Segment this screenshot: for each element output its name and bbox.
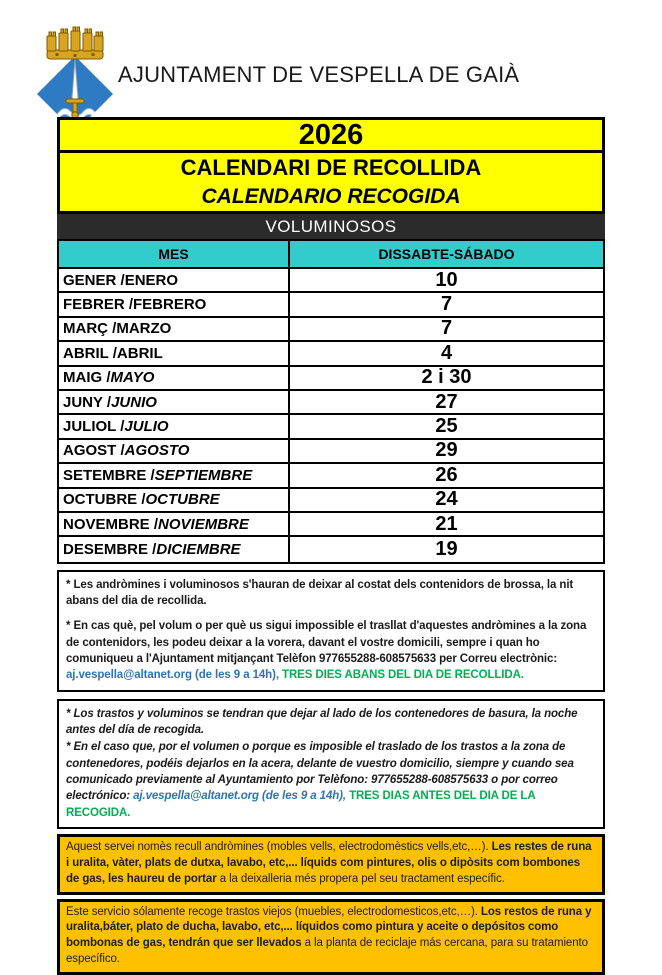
month-name-catalan: OCTUBRE / [63,491,146,509]
month-name-catalan: ABRIL / [63,344,117,362]
month-name-spanish: JUNIO [111,393,157,411]
table-row [59,269,603,293]
month-name-catalan: GENER / [63,271,125,289]
table-row [59,342,603,366]
month-name-spanish: NOVIEMBRE [158,515,249,533]
text-segment: Los restos de runa y uralita,báter, plato de ducha, lavabo, etc,... líquidos como pintura y aceite o depósitos como bombonas de gas, tendrán que ser llevados [66,905,592,950]
table-row [59,415,603,439]
calendar-document [57,117,605,975]
collection-date-cell: 2 i 30 [421,366,472,389]
month-name-spanish: ABRIL [116,344,163,362]
table-row [59,489,603,513]
month-cell [59,293,290,315]
email-link[interactable]: aj.vespella@altanet.org (de les 9 a 14h), [133,790,350,803]
month-cell [59,415,290,437]
table-row [59,391,603,415]
text-segment: a la planta de reciclaje más cercana, para su tratamiento específico. [66,937,588,966]
month-cell [59,367,290,389]
month-cell [59,391,290,413]
text-segment: TRES DIAS ANTES DEL DIA DE LA RECOGIDA. [66,790,536,819]
section-bar-voluminosos: VOLUMINOSOS [57,214,605,239]
table-row [59,293,603,317]
text-segment: Este servicio sólamente recoge trastos viejos (muebles, electrodomesticos,etc,…). [66,905,481,918]
crown-icon [47,27,103,59]
month-name-spanish: ENERO [124,271,179,289]
text-segment: * En el caso que, por el volumen o porque es imposible el traslado de los trastos a la zona de contenedores, podéis dejarlos en la acera, delante de vuestro domicilio, siempre y cuando sea comunicado previamente al Ayuntamiento por Telèfono: 977655288-608575633 o por correo electrónico: [66,741,574,803]
note-paragraph: * Los trastos y voluminos se tendran que dejar al lado de los contenedores de basura, la noche antes del día de recogida. [66,707,578,736]
table-header-row [59,241,603,269]
month-name-catalan: DESEMBRE / [63,540,157,558]
month-name-catalan: SETEMBRE / [63,466,155,484]
collection-date-cell: 4 [440,341,453,364]
month-cell [59,269,290,291]
collection-date-cell: 29 [435,439,458,462]
month-name-spanish: MARZO [116,320,172,338]
month-name-catalan: JUNY / [63,393,112,411]
text-segment: TRES DIES ABANS DEL DIA DE RECOLLIDA. [282,669,524,682]
month-cell [59,318,290,340]
month-cell [59,464,290,486]
table-row [59,367,603,391]
month-name-spanish: OCTUBRE [145,491,220,509]
table-row [59,318,603,342]
month-name-spanish: SEPTIEMBRE [154,466,253,484]
note-paragraph [66,739,596,821]
collection-date-cell: 7 [440,317,453,340]
note-paragraph: * Les andròmines i voluminosos s'hauran de deixar al costat dels contenidors de brossa, la nit abans del dia de recollida. [66,578,574,608]
month-cell [59,342,290,364]
page-title: AJUNTAMENT DE VESPELLA DE GAIÀ [118,62,520,87]
text-segment: * En cas què, pel volum o per què us sigui impossible el trasllat d'aquestes andròmines a la zona de contenidors, les podeu deixar a la vorera, davant el vostre domicili, sempre i quan ho comuniqueu a l'Ajuntament mitjançant Telèfon 977655288-608575633 per Correu electrònic: [66,620,587,665]
table-row [59,513,603,537]
table-row [59,440,603,464]
collection-date-cell: 26 [435,463,458,486]
collection-date-cell: 25 [435,415,458,438]
text-segment: Les restes de runa i uralita, vàter, plats de dutxa, lavabo, etc,... líquids com pintures, olis o dipòsits com bombones de gas, les haureu de portar [66,840,592,885]
month-name-spanish: DICIEMBRE [156,540,241,558]
note-block-spanish [57,699,605,829]
calendar-title-spanish: CALENDARIO RECOGIDA [201,185,461,208]
month-name-catalan: JULIOL / [63,418,125,436]
month-name-spanish: MAYO [110,369,155,387]
month-cell [59,440,290,462]
month-cell [59,537,290,561]
note-paragraph [66,618,596,683]
collection-table [57,239,605,564]
column-header-day: DISSABTE-SÁBADO [378,246,515,262]
month-name-catalan: MAIG / [63,369,111,387]
month-name-catalan: MARÇ / [63,320,117,338]
month-name-spanish: FEBRERO [133,296,207,314]
collection-date-cell: 7 [440,293,453,316]
table-row [59,464,603,488]
year-banner: 2026 [57,117,605,152]
month-cell [59,513,290,535]
note-block-catalan [57,570,605,692]
text-segment: a la deixalleria més propera pel seu tractament específic. [219,872,505,885]
service-note-catalan [57,834,605,895]
calendar-title-banner [57,152,605,214]
month-name-catalan: AGOST / [63,442,125,460]
collection-date-cell: 27 [435,390,458,413]
month-name-spanish: AGOSTO [124,442,190,460]
table-body [59,269,603,562]
collection-date-cell: 24 [435,488,458,511]
email-link[interactable]: aj.vespella@altanet.org (de les 9 a 14h), [66,669,283,682]
calendar-title-catalan: CALENDARI DE RECOLLIDA [180,155,482,180]
service-note-spanish [57,899,605,975]
collection-date-cell: 19 [435,537,458,560]
month-name-catalan: NOVEMBRE / [63,515,159,533]
collection-date-cell: 21 [435,512,458,535]
table-row [59,537,603,561]
month-cell [59,489,290,511]
collection-date-cell: 10 [435,268,458,291]
month-name-spanish: JULIO [124,418,169,436]
month-name-catalan: FEBRER / [63,296,134,314]
text-segment: Aquest servei nomès recull andròmines (mobles vells, electrodomèstics vells,etc,…). [66,840,492,853]
column-header-month: MES [59,241,290,267]
